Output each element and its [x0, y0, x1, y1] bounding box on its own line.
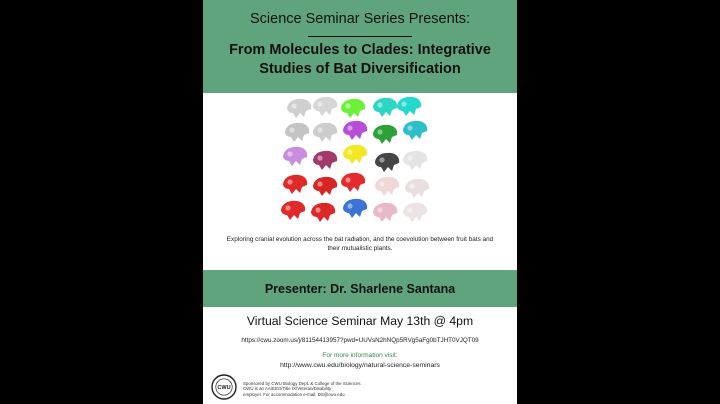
- event-date-time: Virtual Science Seminar May 13th @ 4pm: [246, 314, 474, 328]
- seminar-description: Exploring cranial evolution across the bat radiation, and the coevolution between fruit bats and their mutualistic plants.: [226, 236, 494, 252]
- header-band: [203, 0, 517, 93]
- cwu-seal-icon: [211, 374, 237, 400]
- bat-skulls-illustration: [277, 96, 443, 230]
- series-title: Science Seminar Series Presents:: [249, 11, 470, 27]
- more-info-link[interactable]: http://www.cwu.edu/biology/natural-science-seminars: [280, 362, 440, 369]
- presenter-name: Presenter: Dr. Sharlene Santana: [264, 282, 456, 296]
- seminar-title: [203, 41, 517, 79]
- seminar-title-line-2: Studies of Bat Diversification: [259, 61, 461, 77]
- sponsor-line-3: employer. For accommodation e-mail: DS@cwu.edu: [243, 391, 345, 397]
- zoom-link[interactable]: https://cwu.zoom.us/j/81154413957?pwd=UUVsN2hNQp5RVg5aFg0bTJHT0VJQT09: [241, 337, 479, 344]
- title-divider: [308, 36, 412, 37]
- sponsor-line-1: Sponsored by CWU Biology Dept. & College of the Sciences: [243, 381, 361, 386]
- cwu-seal-text: CWU: [217, 385, 231, 392]
- sponsor-line-2: CWU is an AA/EEO/Title IX/Veteran/Disability: [243, 386, 332, 392]
- seminar-poster: [203, 0, 517, 404]
- seminar-title-line-1: From Molecules to Clades: Integrative: [229, 42, 491, 58]
- more-info-label: For more information visit:: [322, 352, 398, 359]
- sponsor-text: [243, 381, 513, 397]
